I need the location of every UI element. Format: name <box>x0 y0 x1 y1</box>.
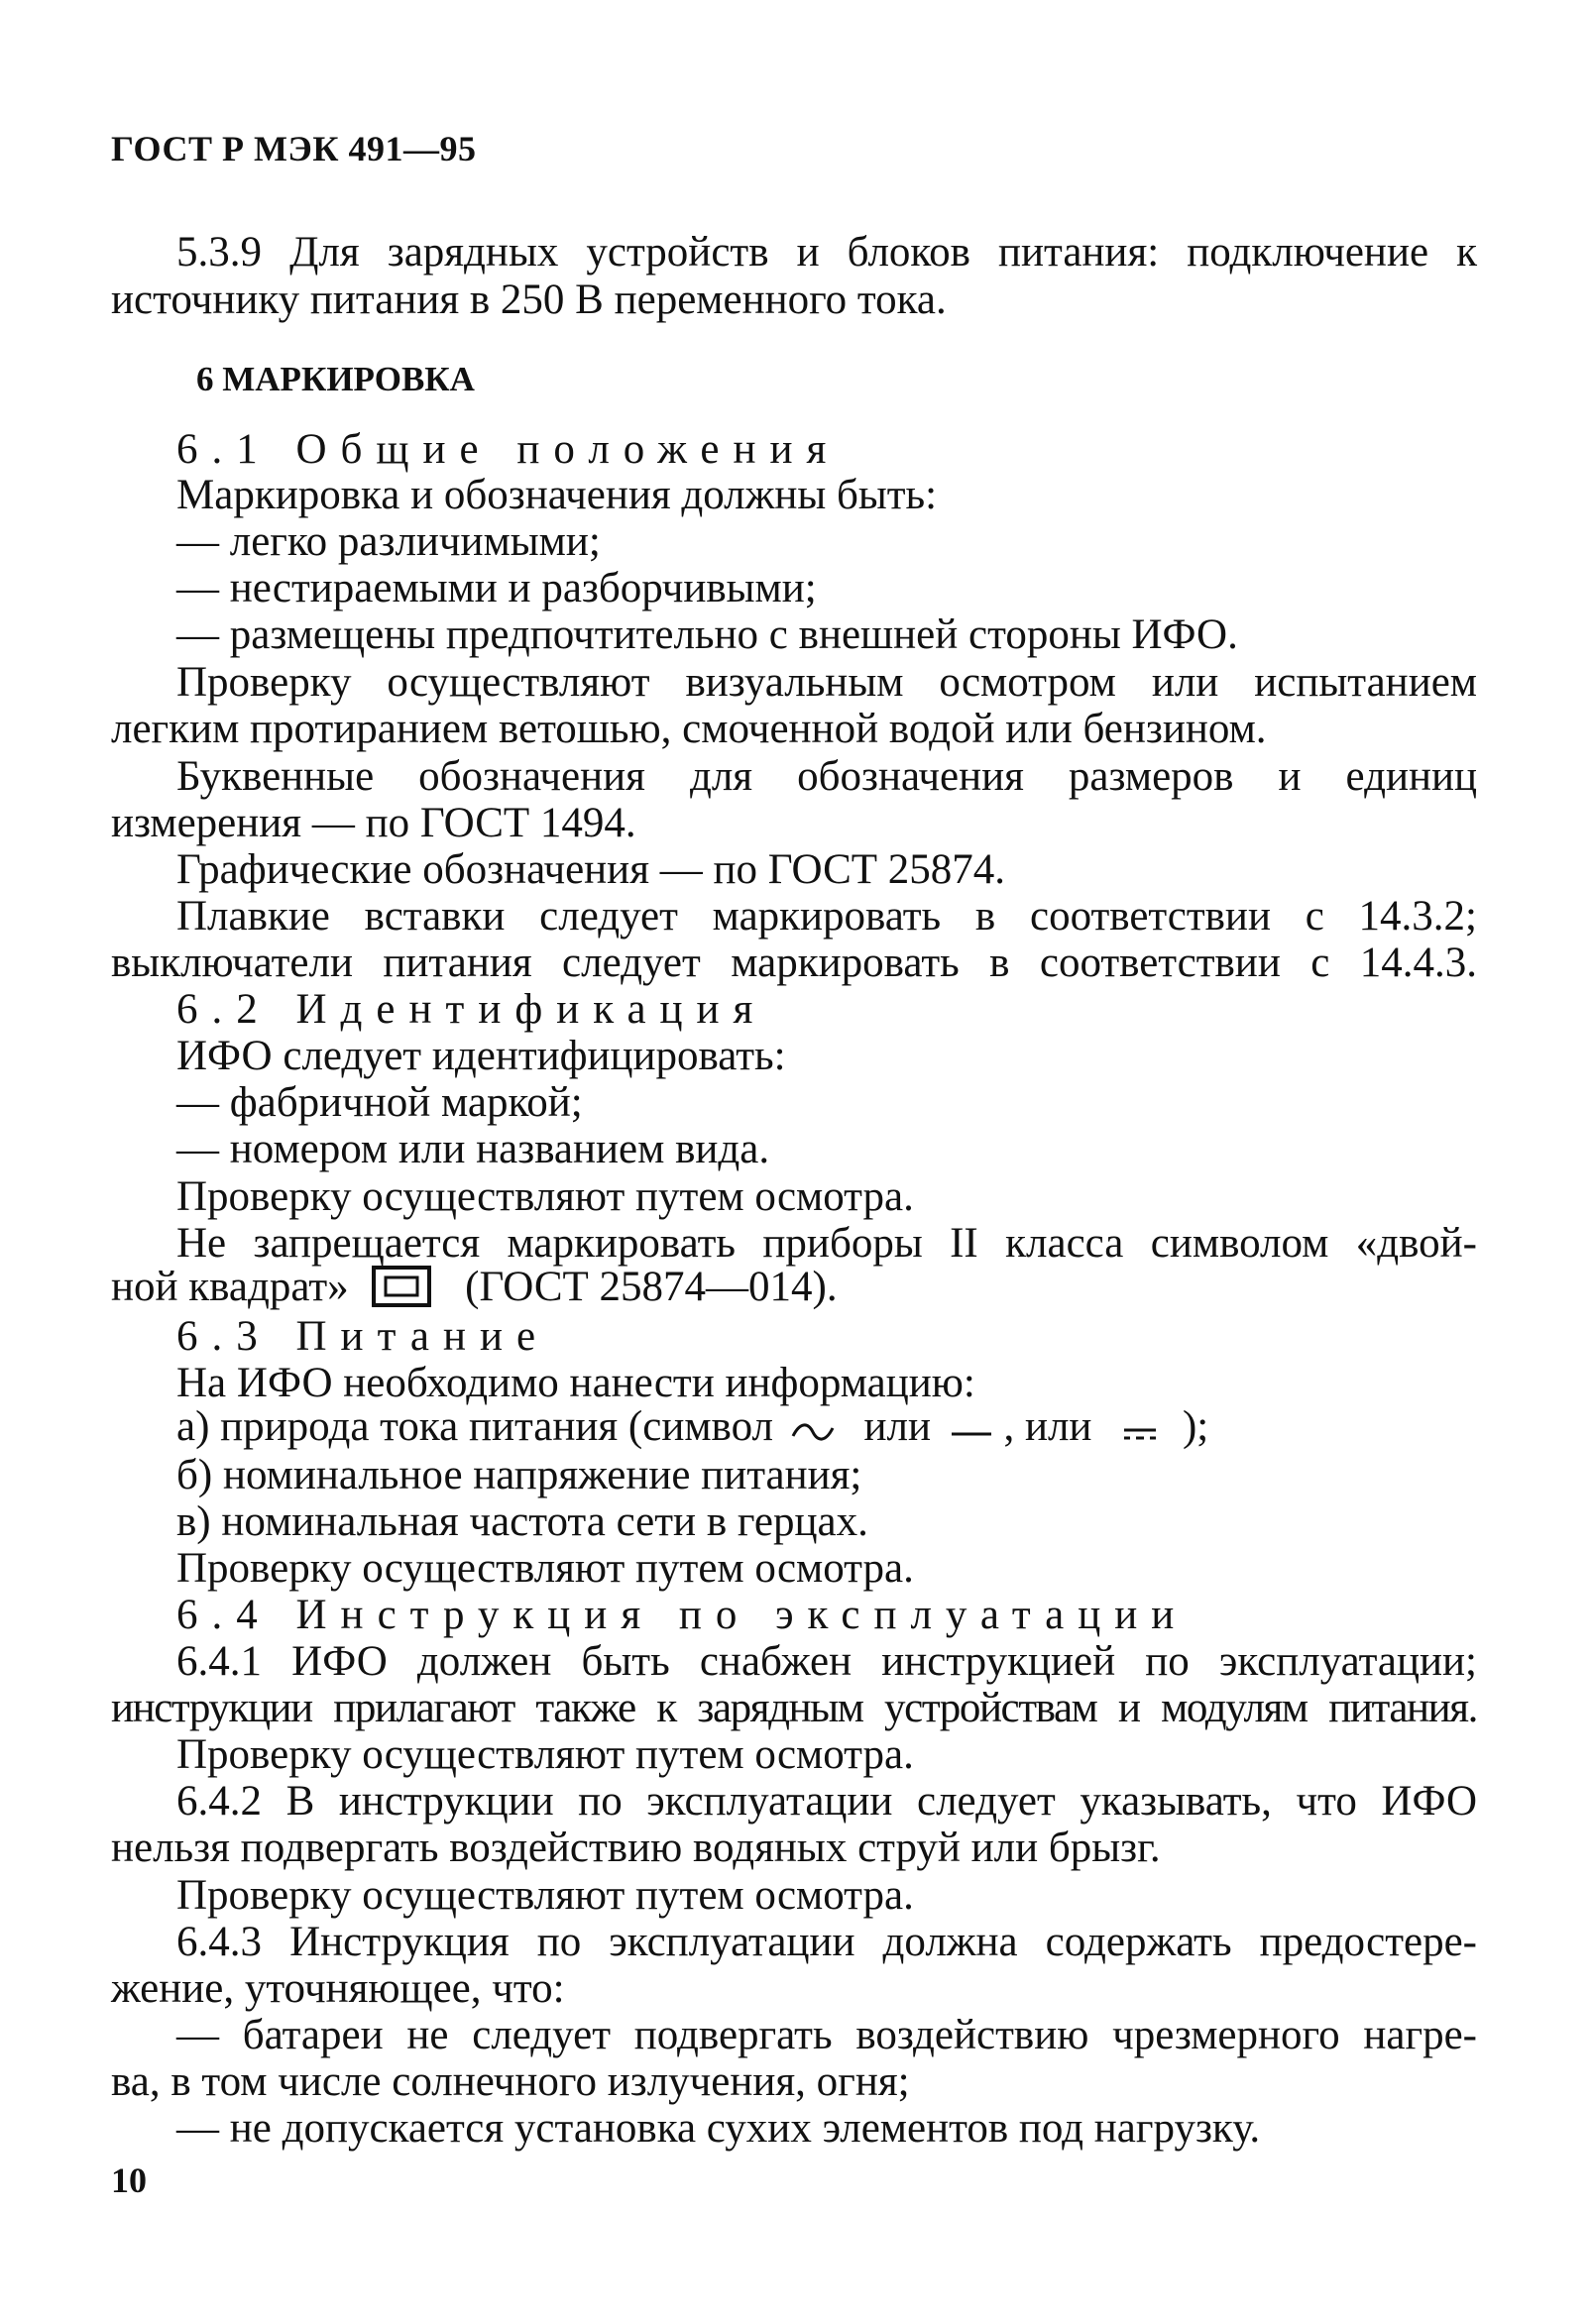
s64-p2-line1: 6.4.2 В инструкции по эксплуатации следует указывать, что ИФО <box>176 1778 1477 1825</box>
subsection-6-4-heading: 6.4 Инструкция по эксплуатации <box>176 1592 1189 1638</box>
s61-letters-line1: Буквенные обозначения для обозначения размеров и единиц <box>176 753 1477 800</box>
s64-p3-item1-line1: — батареи не следует подвергать воздействию чрезмерного нагре- <box>176 2012 1477 2058</box>
s64-p2-line2: нельзя подвергать воздействию водяных струй или брызг. <box>111 1825 1161 1871</box>
s61-check1-line1: Проверку осуществляют визуальным осмотром или испытанием <box>176 659 1477 706</box>
s61-check1-line2: легким протиранием ветошью, смоченной водой или бензином. <box>111 706 1267 752</box>
para-5-3-9-line2: источнику питания в 250 В переменного тока. <box>111 277 947 323</box>
s62-class2-line2 <box>111 1265 838 1316</box>
s64-p3-item2: — не допускается установка сухих элементов под нагрузку. <box>176 2105 1261 2152</box>
double-square-icon <box>371 1265 432 1316</box>
s61-list-item: — нестираемыми и разборчивыми; <box>176 565 817 611</box>
s64-p3-item1-line2: ва, в том числе солнечного излучения, огня; <box>111 2058 910 2105</box>
dc-double-line-icon <box>1122 1409 1158 1452</box>
s62-class2-line2-ref: (ГОСТ 25874—014). <box>465 1263 838 1310</box>
s63-item-b: б) номинальное напряжение питания; <box>176 1452 862 1498</box>
s63-intro: На ИФО необходимо нанести информацию: <box>176 1360 975 1406</box>
s63-item-a-text: а) природа тока питания (символ <box>176 1403 773 1450</box>
subsection-6-2-heading: 6.2 Идентификация <box>176 986 767 1033</box>
s62-class2-line1: Не запрещается маркировать приборы II класса символом «двой- <box>176 1220 1477 1267</box>
ac-tilde-icon <box>790 1409 836 1452</box>
s64-p3-line1: 6.4.3 Инструкция по эксплуатации должна содержать предостере- <box>176 1919 1477 1965</box>
s61-graphic: Графические обозначения — по ГОСТ 25874. <box>176 846 1006 893</box>
s64-p1-line2: инструкции прилагают также к зарядным устройствам и модулям питания. <box>111 1685 1477 1731</box>
s63-item-a-or: или <box>863 1403 931 1450</box>
s62-check: Проверку осуществляют путем осмотра. <box>176 1173 914 1220</box>
s61-list-item: — легко различимыми; <box>176 518 601 565</box>
s61-intro: Маркировка и обозначения должны быть: <box>176 472 938 518</box>
s62-list-item: — фабричной маркой; <box>176 1079 583 1126</box>
s63-item-a <box>176 1405 1208 1452</box>
s61-letters-line2: измерения — по ГОСТ 1494. <box>111 800 636 846</box>
s64-p1-line1: 6.4.1 ИФО должен быть снабжен инструкцией по эксплуатации; <box>176 1638 1477 1685</box>
s61-fuses-line2: выключатели питания следует маркировать в соответствии с 14.4.3. <box>111 940 1477 986</box>
para-5-3-9-line1: 5.3.9 Для зарядных устройств и блоков питания: подключение к <box>176 229 1477 276</box>
s64-p3-line2: жение, уточняющее, что: <box>111 1965 565 2012</box>
s63-check: Проверку осуществляют путем осмотра. <box>176 1545 914 1592</box>
s64-check1: Проверку осуществляют путем осмотра. <box>176 1731 914 1778</box>
s61-fuses-line1: Плавкие вставки следует маркировать в соответствии с 14.3.2; <box>176 893 1477 940</box>
s62-intro: ИФО следует идентифицировать: <box>176 1033 786 1079</box>
document-header-code: ГОСТ Р МЭК 491—95 <box>111 129 477 168</box>
section-6-title: 6 МАРКИРОВКА <box>196 360 475 398</box>
subsection-6-3-heading: 6.3 Питание <box>176 1313 550 1360</box>
s61-list-item: — размещены предпочтительно с внешней стороны ИФО. <box>176 611 1238 658</box>
dc-line-icon <box>950 1409 993 1452</box>
s63-item-c: в) номинальная частота сети в герцах. <box>176 1498 868 1545</box>
s62-list-item: — номером или названием вида. <box>176 1126 770 1172</box>
s64-check2: Проверку осуществляют путем осмотра. <box>176 1872 914 1919</box>
s63-item-a-or2: , или <box>1003 1403 1092 1450</box>
page-number: 10 <box>111 2160 147 2200</box>
subsection-6-1-heading: 6.1 Общие положения <box>176 426 841 473</box>
s63-item-a-end: ); <box>1182 1403 1209 1450</box>
s62-class2-line2-text: ной квадрат» <box>111 1263 349 1310</box>
